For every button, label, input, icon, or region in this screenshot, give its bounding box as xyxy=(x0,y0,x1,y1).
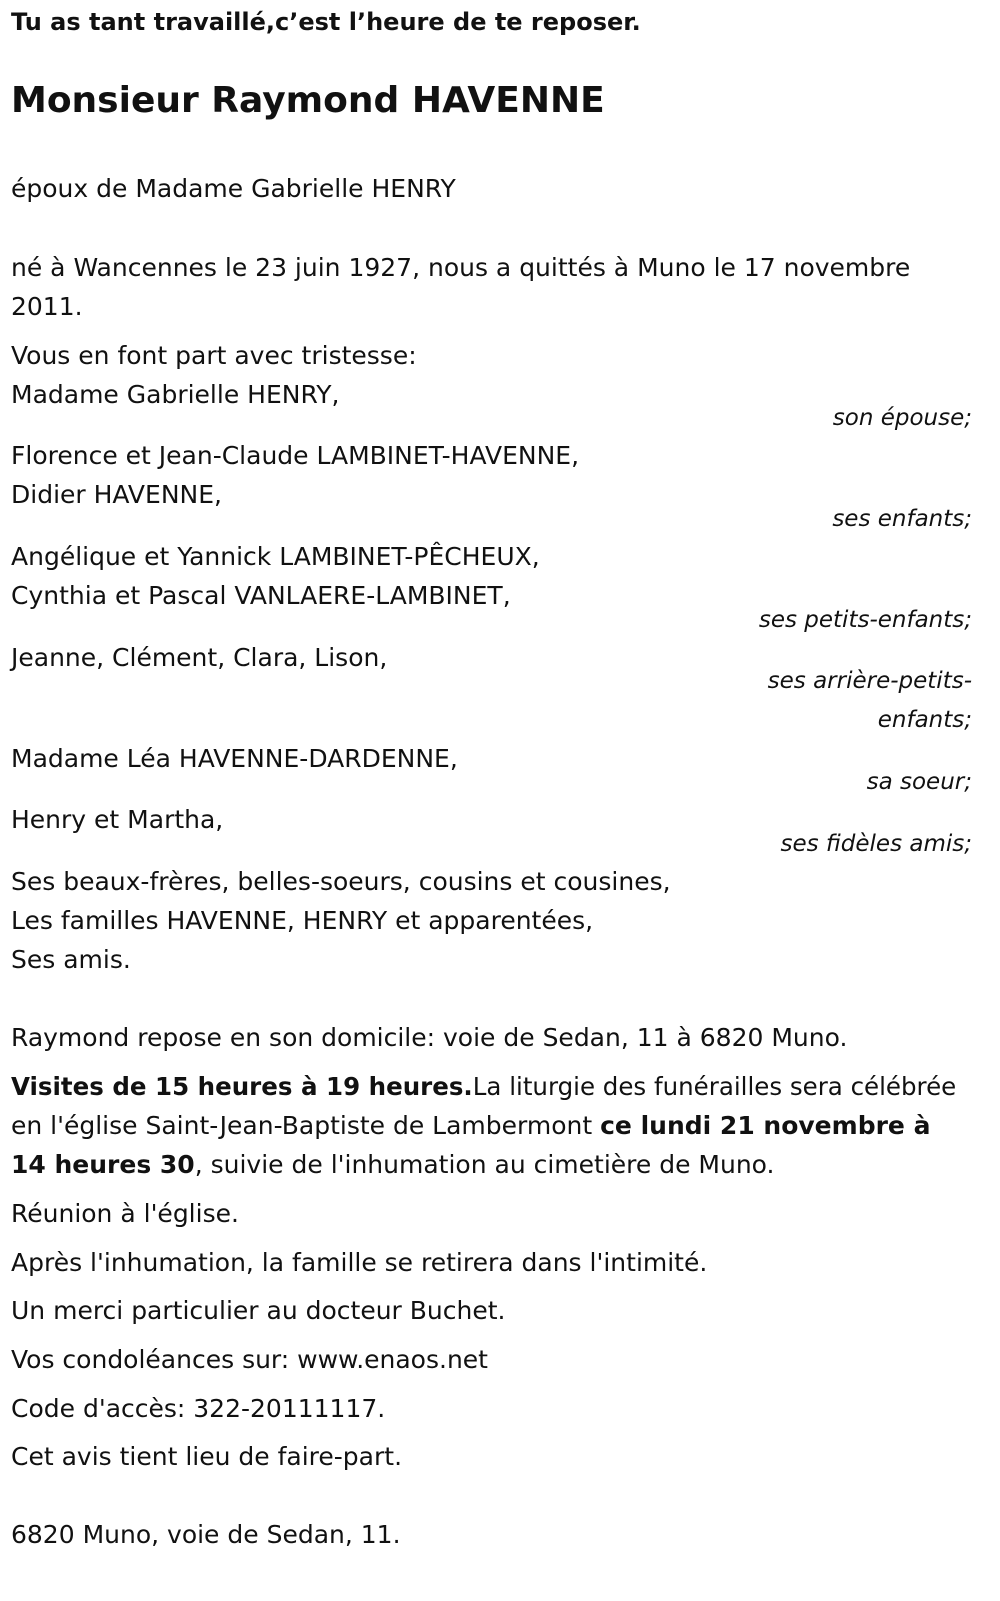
family-relation: ses fidèles amis; xyxy=(780,831,972,857)
family-relation: ses petits-enfants; xyxy=(758,607,972,633)
family-name: Madame Gabrielle HENRY, xyxy=(11,380,340,409)
condolences-line: Vos condoléances sur: www.enaos.net xyxy=(11,1345,488,1374)
announcement-intro: Vous en font part avec tristesse: xyxy=(11,341,417,370)
family-relation: sa soeur; xyxy=(866,769,972,795)
birth-death-line-2: 2011. xyxy=(11,292,83,321)
rest-place: Raymond repose en son domicile: voie de Sedan, 11 à 6820 Muno. xyxy=(11,1023,848,1052)
visits-hours: Visites de 15 heures à 19 heures. xyxy=(11,1072,473,1101)
family-name: Madame Léa HAVENNE-DARDENNE, xyxy=(11,744,458,773)
address: 6820 Muno, voie de Sedan, 11. xyxy=(11,1520,401,1549)
funeral-line-2 xyxy=(11,1106,930,1146)
family-relation: ses arrière-petits- xyxy=(767,668,972,694)
liturgy-text: La liturgie des funérailles sera célébrée xyxy=(472,1072,957,1101)
note-line: Cet avis tient lieu de faire-part. xyxy=(11,1442,403,1471)
funeral-line-3 xyxy=(11,1145,774,1185)
family-name: Cynthia et Pascal VANLAERE-LAMBINET, xyxy=(11,581,511,610)
motto: Tu as tant travaillé,c’est l’heure de te reposer. xyxy=(11,8,641,36)
family-name: Henry et Martha, xyxy=(11,805,224,834)
family-name: Didier HAVENNE, xyxy=(11,480,222,509)
birth-death-line-1: né à Wancennes le 23 juin 1927, nous a quittés à Muno le 17 novembre xyxy=(11,253,911,282)
note-line: Après l'inhumation, la famille se retirera dans l'intimité. xyxy=(11,1248,708,1277)
church-text: en l'église Saint-Jean-Baptiste de Lambermont xyxy=(11,1111,593,1140)
family-relation: enfants; xyxy=(877,707,972,733)
family-relation: son épouse; xyxy=(832,405,972,431)
funeral-date: ce lundi 21 novembre à xyxy=(600,1111,931,1140)
others-line: Ses amis. xyxy=(11,945,131,974)
deceased-name: Monsieur Raymond HAVENNE xyxy=(11,80,605,121)
family-name: Jeanne, Clément, Clara, Lison, xyxy=(11,643,388,672)
family-name: Florence et Jean-Claude LAMBINET-HAVENNE, xyxy=(11,441,580,470)
funeral-time: 14 heures 30 xyxy=(11,1150,195,1179)
funeral-line-1 xyxy=(11,1067,956,1107)
family-relation: ses enfants; xyxy=(832,506,972,532)
others-line: Ses beaux-frères, belles-soeurs, cousins et cousines, xyxy=(11,867,671,896)
note-line: Un merci particulier au docteur Buchet. xyxy=(11,1296,506,1325)
family-name: Angélique et Yannick LAMBINET-PÊCHEUX, xyxy=(11,542,540,571)
burial-text: , suivie de l'inhumation au cimetière de Muno. xyxy=(194,1150,775,1179)
spouse-line: époux de Madame Gabrielle HENRY xyxy=(11,174,456,203)
others-line: Les familles HAVENNE, HENRY et apparentées, xyxy=(11,906,594,935)
note-line: Réunion à l'église. xyxy=(11,1199,239,1228)
access-code: Code d'accès: 322-20111117. xyxy=(11,1394,386,1423)
